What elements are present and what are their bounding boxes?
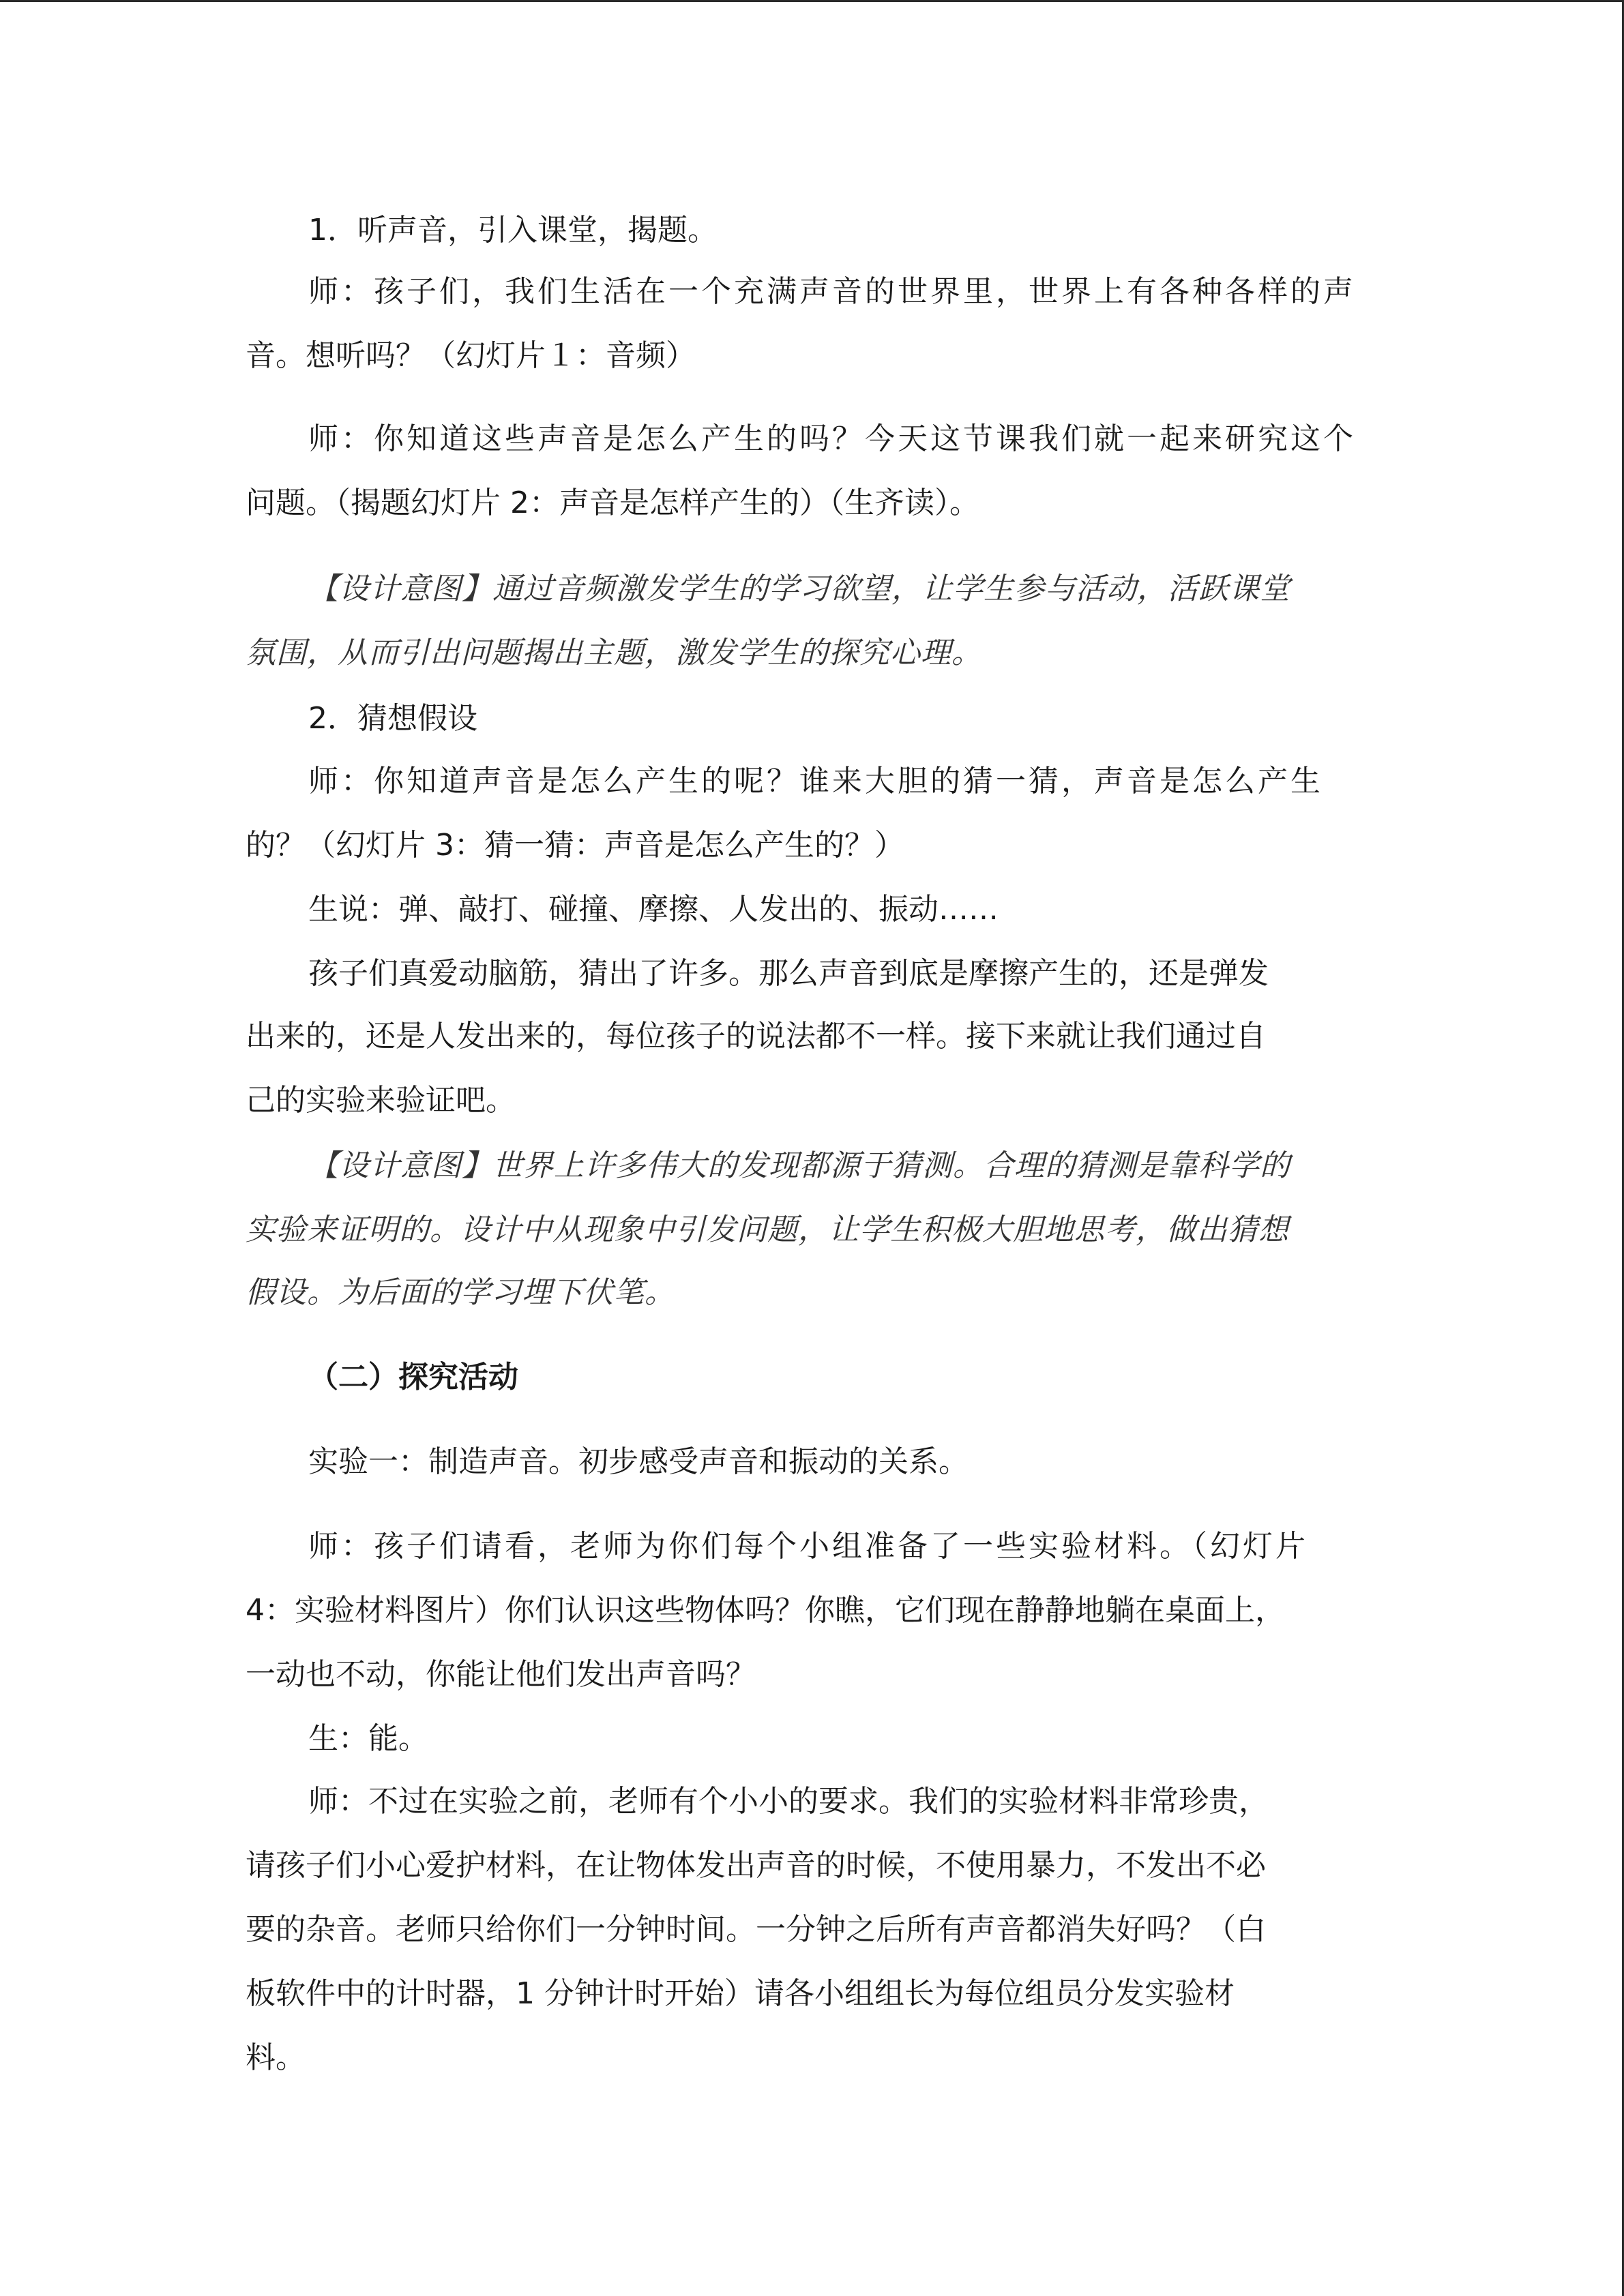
design-intent-note: 假设。为后面的学习埋下伏笔。 [246, 1275, 675, 1310]
design-intent-note: 【设计意图】世界上许多伟大的发现都源于猜测。合理的猜测是靠科学的 [308, 1148, 1290, 1183]
paragraph-line: 师：孩子们请看，老师为你们每个小组准备了一些实验材料。（幻灯片 [308, 1529, 1308, 1564]
paragraph-line: 己的实验来验证吧。 [246, 1083, 516, 1118]
paragraph-line: 师：孩子们，我们生活在一个充满声音的世界里，世界上有各种各样的声 [308, 274, 1356, 309]
section-heading-hypothesis: 2．猜想假设 [308, 701, 477, 736]
design-intent-note: 氛围，从而引出问题揭出主题，激发学生的探究心理。 [246, 636, 982, 670]
section-heading-listen: 1．听声音，引入课堂，揭题。 [308, 213, 718, 248]
experiment-title: 实验一：制造声音。初步感受声音和振动的关系。 [308, 1444, 969, 1479]
design-intent-note: 【设计意图】通过音频激发学生的学习欲望，让学生参与活动，活跃课堂 [308, 571, 1290, 606]
paragraph-line: 师：不过在实验之前，老师有个小小的要求。我们的实验材料非常珍贵， [308, 1784, 1269, 1819]
paragraph-line: 要的杂音。老师只给你们一分钟时间。一分钟之后所有声音都消失好吗？（白 [246, 1912, 1266, 1947]
paragraph-line: 请孩子们小心爱护材料，在让物体发出声音的时候，不使用暴力，不发出不必 [246, 1848, 1266, 1883]
paragraph-line: 师：你知道声音是怎么产生的呢？谁来大胆的猜一猜，声音是怎么产生 [308, 764, 1323, 799]
paragraph-line: 板软件中的计时器，1 分钟计时开始）请各小组组长为每位组员分发实验材 [246, 1976, 1235, 2011]
paragraph-line: 一动也不动，你能让他们发出声音吗？ [246, 1657, 756, 1692]
paragraph-line: 孩子们真爱动脑筋，猜出了许多。那么声音到底是摩擦产生的，还是弹发 [308, 956, 1269, 991]
paragraph-line: 音。想听吗？（幻灯片１：音频） [246, 338, 696, 373]
paragraph-line: 的？（幻灯片 3：猜一猜：声音是怎么产生的？） [246, 828, 904, 863]
section-heading-inquiry: （二）探究活动 [308, 1360, 518, 1395]
paragraph-line: 4：实验材料图片）你们认识这些物体吗？你瞧，它们现在静静地躺在桌面上， [246, 1593, 1285, 1628]
paragraph-line: 出来的，还是人发出来的，每位孩子的说法都不一样。接下来就让我们通过自 [246, 1019, 1266, 1054]
page-border-top [0, 0, 1624, 2]
design-intent-note: 实验来证明的。设计中从现象中引发问题，让学生积极大胆地思考，做出猜想 [246, 1212, 1289, 1247]
paragraph-line: 料。 [246, 2040, 306, 2075]
paragraph-line: 生说：弹、敲打、碰撞、摩擦、人发出的、振动…… [308, 892, 999, 927]
paragraph-line: 师：你知道这些声音是怎么产生的吗？今天这节课我们就一起来研究这个 [308, 421, 1356, 456]
paragraph-line: 生：能。 [308, 1721, 428, 1756]
paragraph-line: 问题。（揭题幻灯片 2：声音是怎样产生的）（生齐读）。 [246, 486, 979, 520]
